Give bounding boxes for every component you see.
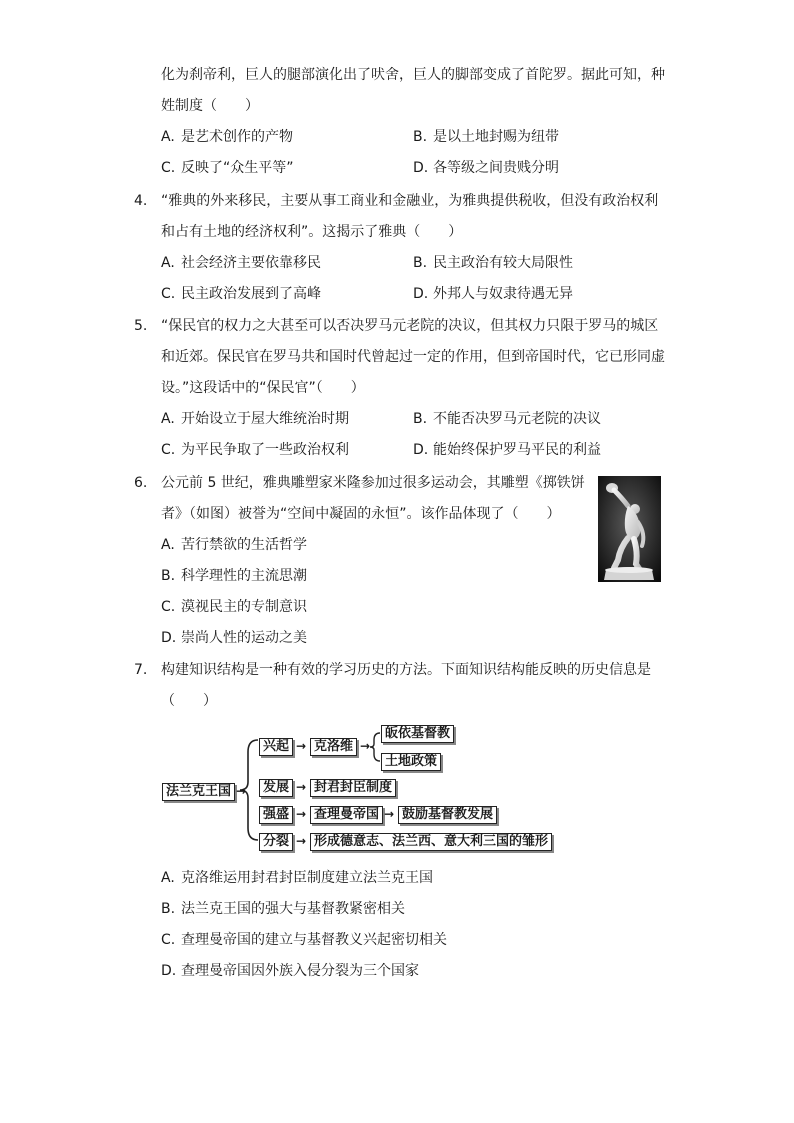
q7-option-b[interactable]: B. 法兰克王国的强大与基督教紧密相关 (161, 901, 405, 917)
q6-number: 6. (134, 475, 148, 491)
q3-option-a[interactable]: A. 是艺术创作的产物 (161, 129, 293, 145)
q4-option-a[interactable]: A. 社会经济主要依靠移民 (161, 255, 321, 271)
arrow-icon: → (296, 780, 307, 794)
node-prosperity: 强盛 (259, 806, 293, 824)
q7-option-a[interactable]: A. 克洛维运用封君封臣制度建立法兰克王国 (161, 870, 433, 886)
node-division: 分裂 (259, 833, 293, 851)
q4-stem-line1: “雅典的外来移民，主要从事工商业和金融业，为雅典提供税收，但没有政治权利 (161, 193, 659, 209)
q4-option-d[interactable]: D. 外邦人与奴隶待遇无异 (413, 286, 573, 302)
q3-option-b[interactable]: B. 是以土地封赐为纽带 (413, 129, 559, 145)
node-frankish-kingdom: 法兰克王国 (162, 783, 235, 801)
arrow-icon: → (236, 784, 247, 798)
node-land-policy: 土地政策 (381, 753, 441, 771)
q5-stem-line3: 设。”这段话中的“保民官”（ ） (161, 380, 365, 396)
q6-stem-line2: 者》（如图）被誉为“空间中凝固的永恒”。该作品体现了（ ） (161, 506, 561, 522)
q6-stem-line1: 公元前 5 世纪，雅典雕塑家米隆参加过很多运动会，其雕塑《掷铁饼 (161, 475, 585, 491)
node-convert-christianity: 皈依基督教 (381, 725, 454, 743)
q7-stem-line1: 构建知识结构是一种有效的学习历史的方法。下面知识结构能反映的历史信息是 (161, 662, 651, 678)
q7-stem-line2: （ ） (161, 693, 217, 709)
q4-stem-line2: 和占有土地的经济权利”。这揭示了雅典（ ） (161, 224, 463, 240)
arrow-icon: → (296, 807, 307, 821)
q3-option-c[interactable]: C. 反映了“众生平等” (161, 160, 294, 176)
q6-option-a[interactable]: A. 苦行禁欲的生活哲学 (161, 537, 307, 553)
arrow-icon: → (296, 834, 307, 848)
arrow-icon: → (296, 739, 307, 753)
q5-option-a[interactable]: A. 开始设立于屋大维统治时期 (161, 411, 349, 427)
q3-stem-line1: 化为刹帝利，巨人的腿部演化出了吠舍，巨人的脚部变成了首陀罗。据此可知，种 (161, 67, 665, 83)
q4-number: 4. (134, 193, 148, 209)
q7-option-d[interactable]: D. 查理曼帝国因外族入侵分裂为三个国家 (161, 963, 419, 979)
node-three-nations: 形成德意志、法兰西、意大利三国的雏形 (310, 833, 552, 851)
frankish-kingdom-diagram (160, 722, 550, 854)
node-rise: 兴起 (259, 738, 293, 756)
q7-option-c[interactable]: C. 查理曼帝国的建立与基督教义兴起密切相关 (161, 932, 447, 948)
node-development: 发展 (259, 779, 293, 797)
q5-stem-line1: “保民官的权力之大甚至可以否决罗马元老院的决议，但其权力只限于罗马的城区 (161, 318, 659, 334)
q5-stem-line2: 和近郊。保民官在罗马共和国时代曾起过一定的作用，但到帝国时代，它已形同虚 (161, 349, 665, 365)
q5-option-b[interactable]: B. 不能否决罗马元老院的决议 (413, 411, 601, 427)
q3-stem-line2: 姓制度（ ） (161, 98, 259, 114)
q7-number: 7. (134, 662, 148, 678)
q6-option-c[interactable]: C. 漠视民主的专制意识 (161, 599, 307, 615)
q6-option-b[interactable]: B. 科学理性的主流思潮 (161, 568, 307, 584)
arrow-icon: → (360, 739, 371, 753)
arrow-icon: → (384, 807, 395, 821)
q4-option-b[interactable]: B. 民主政治有较大局限性 (413, 255, 573, 271)
q5-number: 5. (134, 318, 148, 334)
q3-option-d[interactable]: D. 各等级之间贵贱分明 (413, 160, 559, 176)
node-feudal-system: 封君封臣制度 (310, 779, 396, 797)
q6-option-d[interactable]: D. 崇尚人性的运动之美 (161, 630, 307, 646)
node-charlemagne-empire: 查理曼帝国 (310, 806, 383, 824)
q5-option-d[interactable]: D. 能始终保护罗马平民的利益 (413, 442, 601, 458)
q5-option-c[interactable]: C. 为平民争取了一些政治权利 (161, 442, 349, 458)
node-clovis: 克洛维 (310, 738, 357, 756)
node-encourage-christianity: 鼓励基督教发展 (398, 806, 497, 824)
discobolus-statue-image (598, 476, 661, 582)
q4-option-c[interactable]: C. 民主政治发展到了高峰 (161, 286, 321, 302)
